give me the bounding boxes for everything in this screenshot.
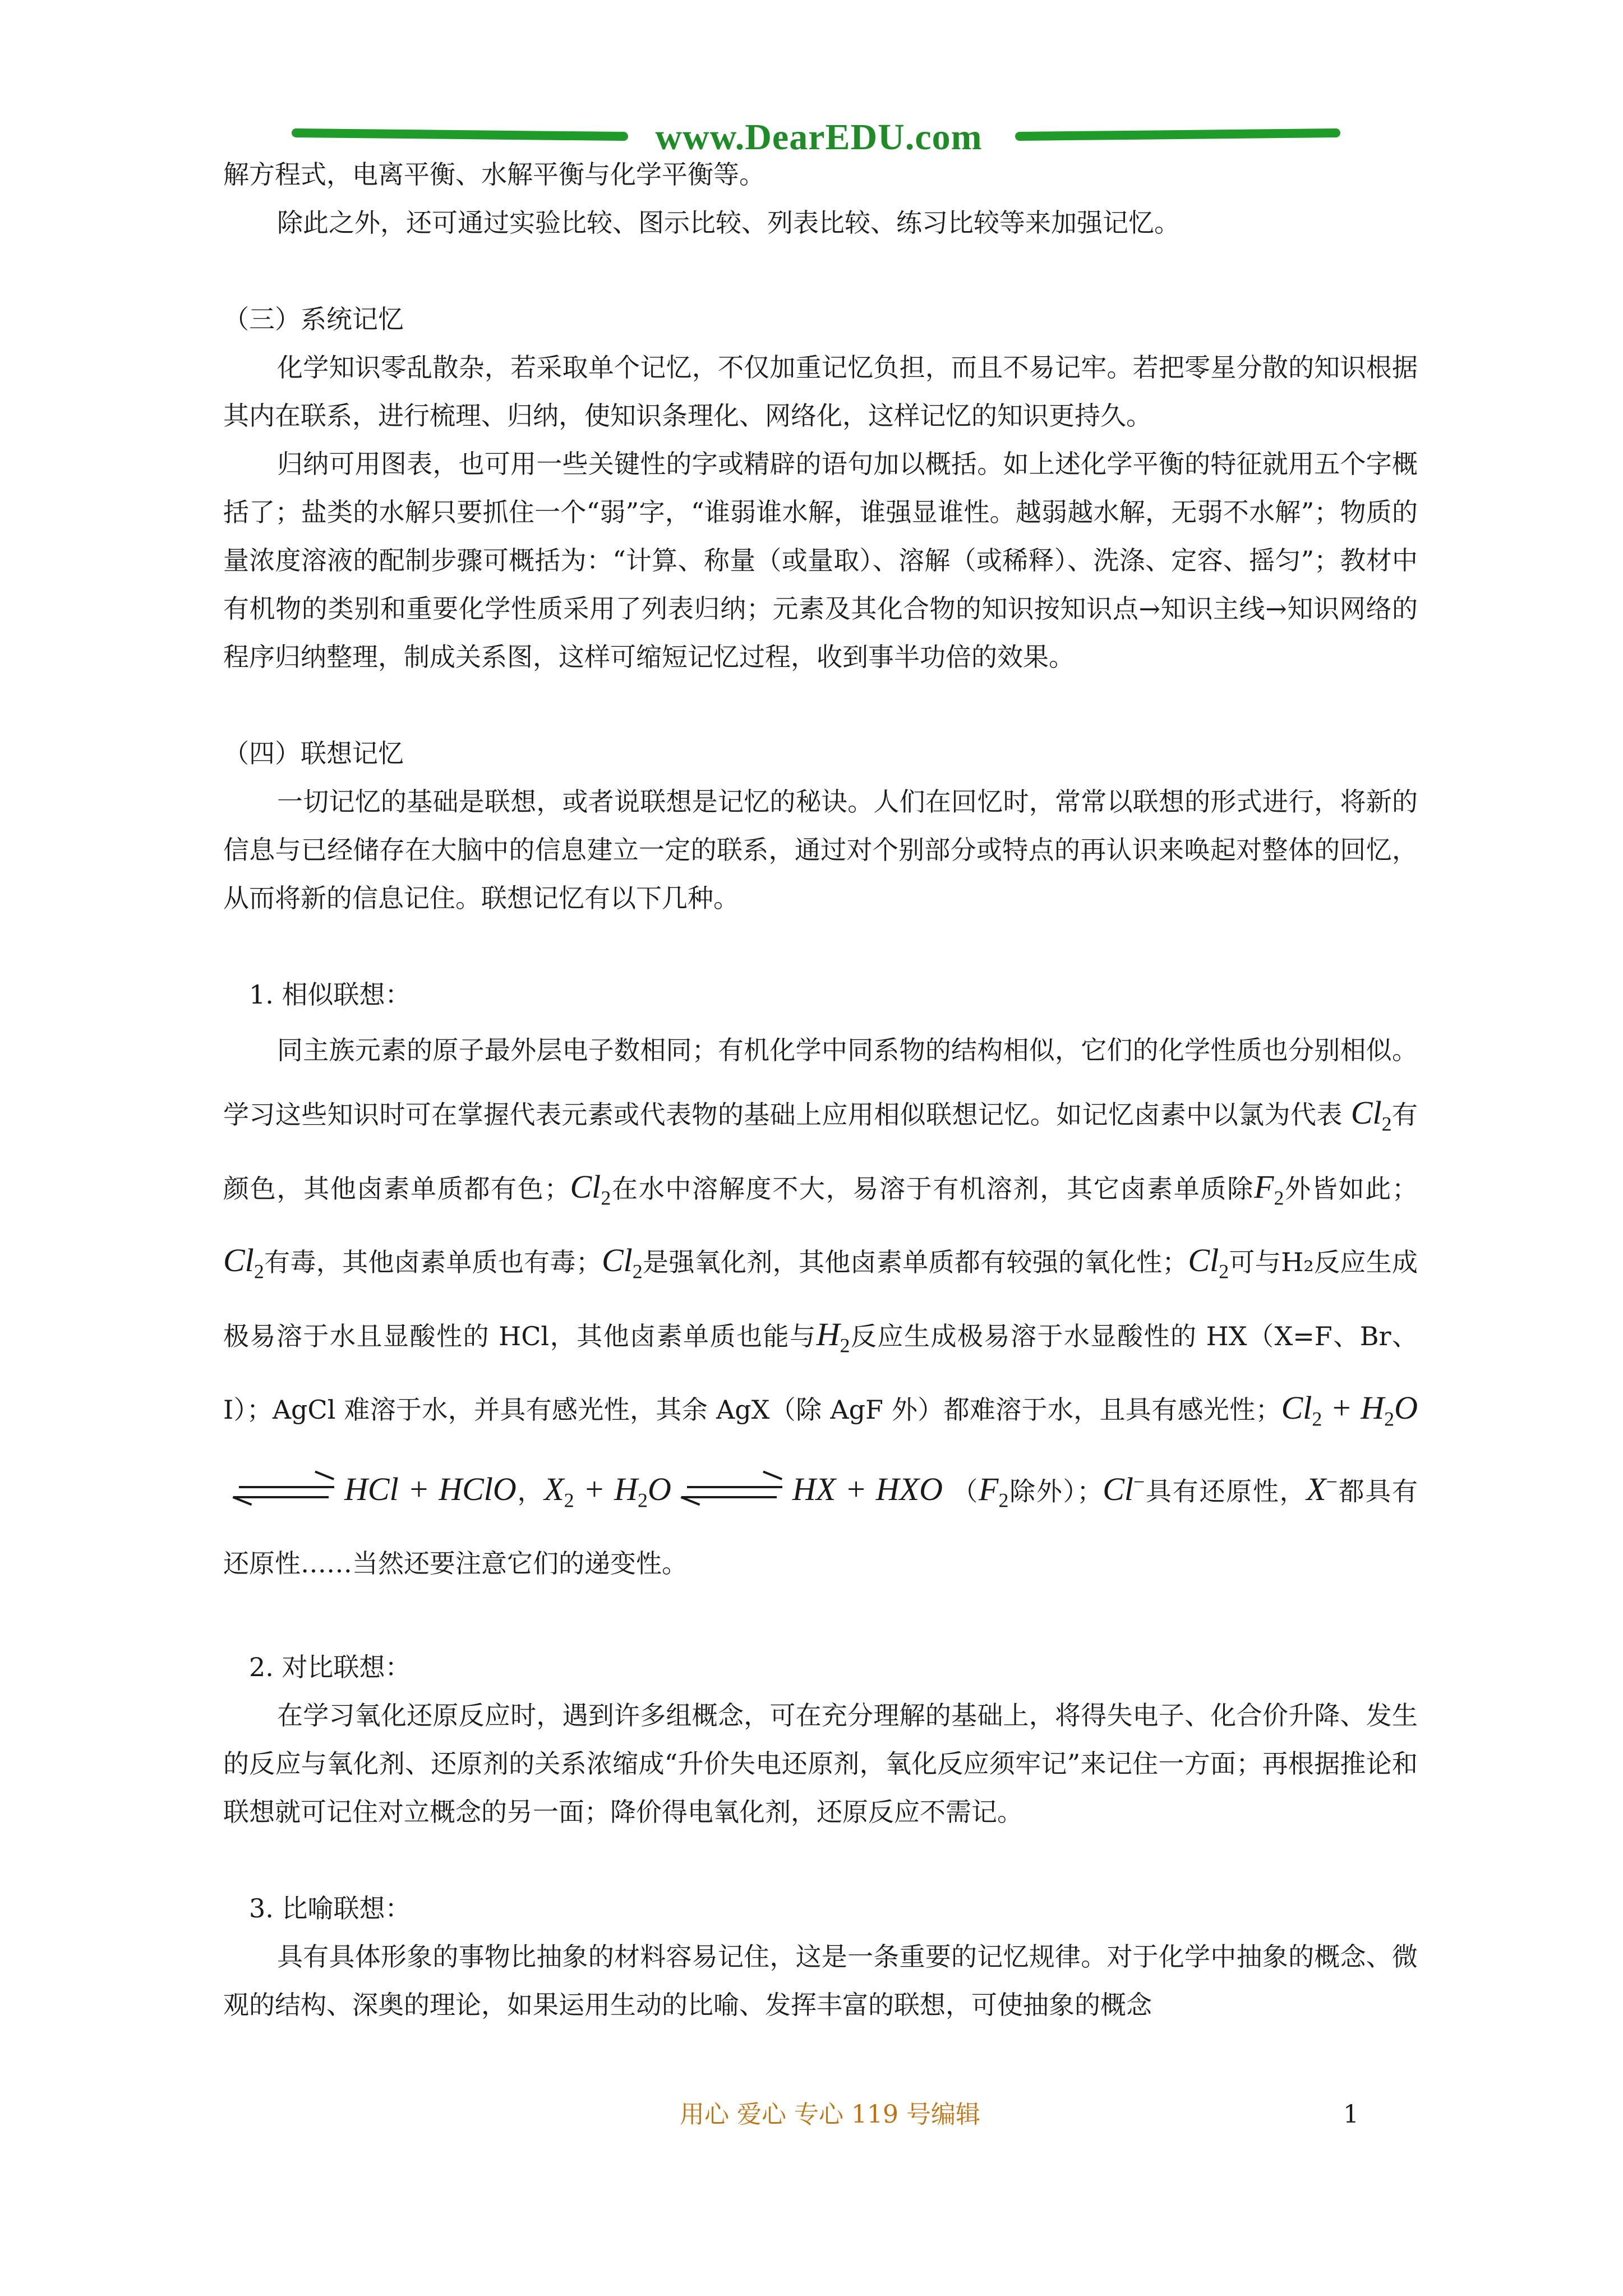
text-run: 在水中溶解度不大，易溶于有机溶剂，其它卤素单质除 [611, 1173, 1255, 1204]
subsection-heading: 2. 对比联想： [249, 1651, 411, 1682]
text-run: 同主族元素的原子最外层电子数相同；有机化学中同系物的结构相似，它们的化学性质也分别相似。学习这些知识时可在掌握代表元素或代表物的基础上应用相似联想记忆。如记忆卤素中以氯为代表 [223, 1035, 1418, 1130]
formula-cl2: $Cl_2$ [1350, 1094, 1392, 1135]
text-run: 都具有还原性……当然还要注意它们的递变性。 [223, 1476, 1418, 1579]
text-run: 外皆如此； [1284, 1173, 1418, 1204]
text-run: 具有还原性， [1145, 1476, 1307, 1507]
formula-cl-minus: Cl− [1103, 1470, 1145, 1508]
header-left-swoosh [292, 128, 628, 141]
equation-1: $Cl_2 + H_2O$ HCl + HClO [223, 1389, 1418, 1507]
equation-2: $X_2 + H_2O$ HX + HXO [544, 1471, 943, 1512]
text-run: 知识主线 [1160, 593, 1266, 624]
formula-cl2: $Cl_2$ [1188, 1242, 1229, 1283]
section-heading: （四）联想记忆 [223, 738, 404, 769]
text-run: 可与 [1229, 1247, 1281, 1278]
site-logo-text: www.DearEDU.com [655, 117, 983, 158]
paragraph: 解方程式，电离平衡、水解平衡与化学平衡等。 [223, 159, 765, 190]
header-right-swoosh [1015, 128, 1340, 141]
text-run: （ [952, 1476, 979, 1507]
page-footer [0, 2092, 1623, 2137]
text-run: 知识网络的程序归纳整理，制成关系图，这样可缩短记忆过程，收到事半功倍的效果。 [223, 593, 1418, 672]
formula-f2: $F_2$ [1254, 1168, 1284, 1209]
text-run: 归纳可用图表，也可用一些关键性的字或精辟的语句加以概括。如上述化学平衡的特征就用五个字概括了；盐类的水解只要抓住一个“弱”字，“谁弱谁水解，谁强显谁性。越弱越水解，无弱不水解”；物质的量浓度溶液的配制步骤可概括为：“计算、称量（或量取）、溶解（或稀释）、洗涤、定容、摇匀”；教材中有机物的类别和重要化学性质采用了列表归纳；元素及其化合物的知识按知识点 [223, 449, 1418, 624]
reversible-arrow-icon [681, 1481, 782, 1504]
text-run: 除外）； [1008, 1476, 1103, 1507]
text-run: 有毒，其他卤素单质也有毒； [264, 1247, 602, 1278]
paragraph [223, 1019, 1418, 1595]
paragraph: 除此之外，还可通过实验比较、图示比较、列表比较、练习比较等来加强记忆。 [277, 208, 1180, 238]
subsection-heading: 3. 比喻联想： [249, 1893, 411, 1924]
text-run: 反应生成极易溶于水显酸性的 HX（X=F、Br、I）；AgCl 难溶于水，并具有感光性，其余 AgX（除 AgF 外）都难溶于水，且具有感光性； [223, 1320, 1418, 1425]
page-number: 1 [1343, 2100, 1359, 2129]
formula-cl2: $Cl_2$ [223, 1242, 264, 1283]
arrow-symbol: → [1265, 593, 1287, 624]
formula-h2: $H_2$ [816, 1315, 850, 1357]
text-run: 反应生成极易溶于水且显酸性的 HCl，其他卤素单质也能与 [223, 1247, 1418, 1351]
formula-cl2: $Cl_2$ [601, 1242, 643, 1283]
paragraph: 具有具体形象的事物比抽象的材料容易记住，这是一条重要的记忆规律。对于化学中抽象的概念、微观的结构、深奥的理论，如果运用生动的比喻、发挥丰富的联想，可使抽象的概念 [223, 1941, 1418, 2020]
reversible-arrow-icon [233, 1481, 334, 1504]
formula-f2: $F_2$ [979, 1471, 1009, 1512]
document-body [223, 150, 1418, 2029]
text-run: 是强氧化剂，其他卤素单质都有较强的氧化性； [642, 1247, 1188, 1278]
formula-cl2: $Cl_2$ [570, 1168, 611, 1209]
arrow-symbol: → [1138, 593, 1161, 624]
paragraph: 一切记忆的基础是联想，或者说联想是记忆的秘诀。人们在回忆时，常常以联想的形式进行，将新的信息与已经储存在大脑中的信息建立一定的联系，通过对个别部分或特点的再认识来唤起对整体的回忆，从而将新的信息记住。联想记忆有以下几种。 [223, 786, 1418, 913]
subsection-heading: 1. 相似联想： [249, 979, 411, 1010]
text-run: ， [516, 1476, 545, 1507]
text-run: 有颜色，其他卤素单质都有色； [223, 1099, 1418, 1204]
section-heading: （三）系统记忆 [223, 304, 404, 334]
footer-slogan: 用心 爱心 专心 119 号编辑 [680, 2100, 980, 2129]
paragraph [223, 440, 1418, 681]
paragraph: 在学习氧化还原反应时，遇到许多组概念，可在充分理解的基础上，将得失电子、化合价升降、发生的反应与氧化剂、还原剂的关系浓缩成“升价失电还原剂，氧化反应须牢记”来记住一方面；再根据推论和联想就可记住对立概念的另一面；降价得电氧化剂，还原反应不需记。 [223, 1700, 1418, 1827]
formula-x-minus: X− [1306, 1470, 1338, 1508]
formula-h2-inline: H₂ [1281, 1247, 1314, 1278]
paragraph: 化学知识零乱散杂，若采取单个记忆，不仅加重记忆负担，而且不易记牢。若把零星分散的知识根据其内在联系，进行梳理、归纳，使知识条理化、网络化，这样记忆的知识更持久。 [223, 352, 1418, 431]
